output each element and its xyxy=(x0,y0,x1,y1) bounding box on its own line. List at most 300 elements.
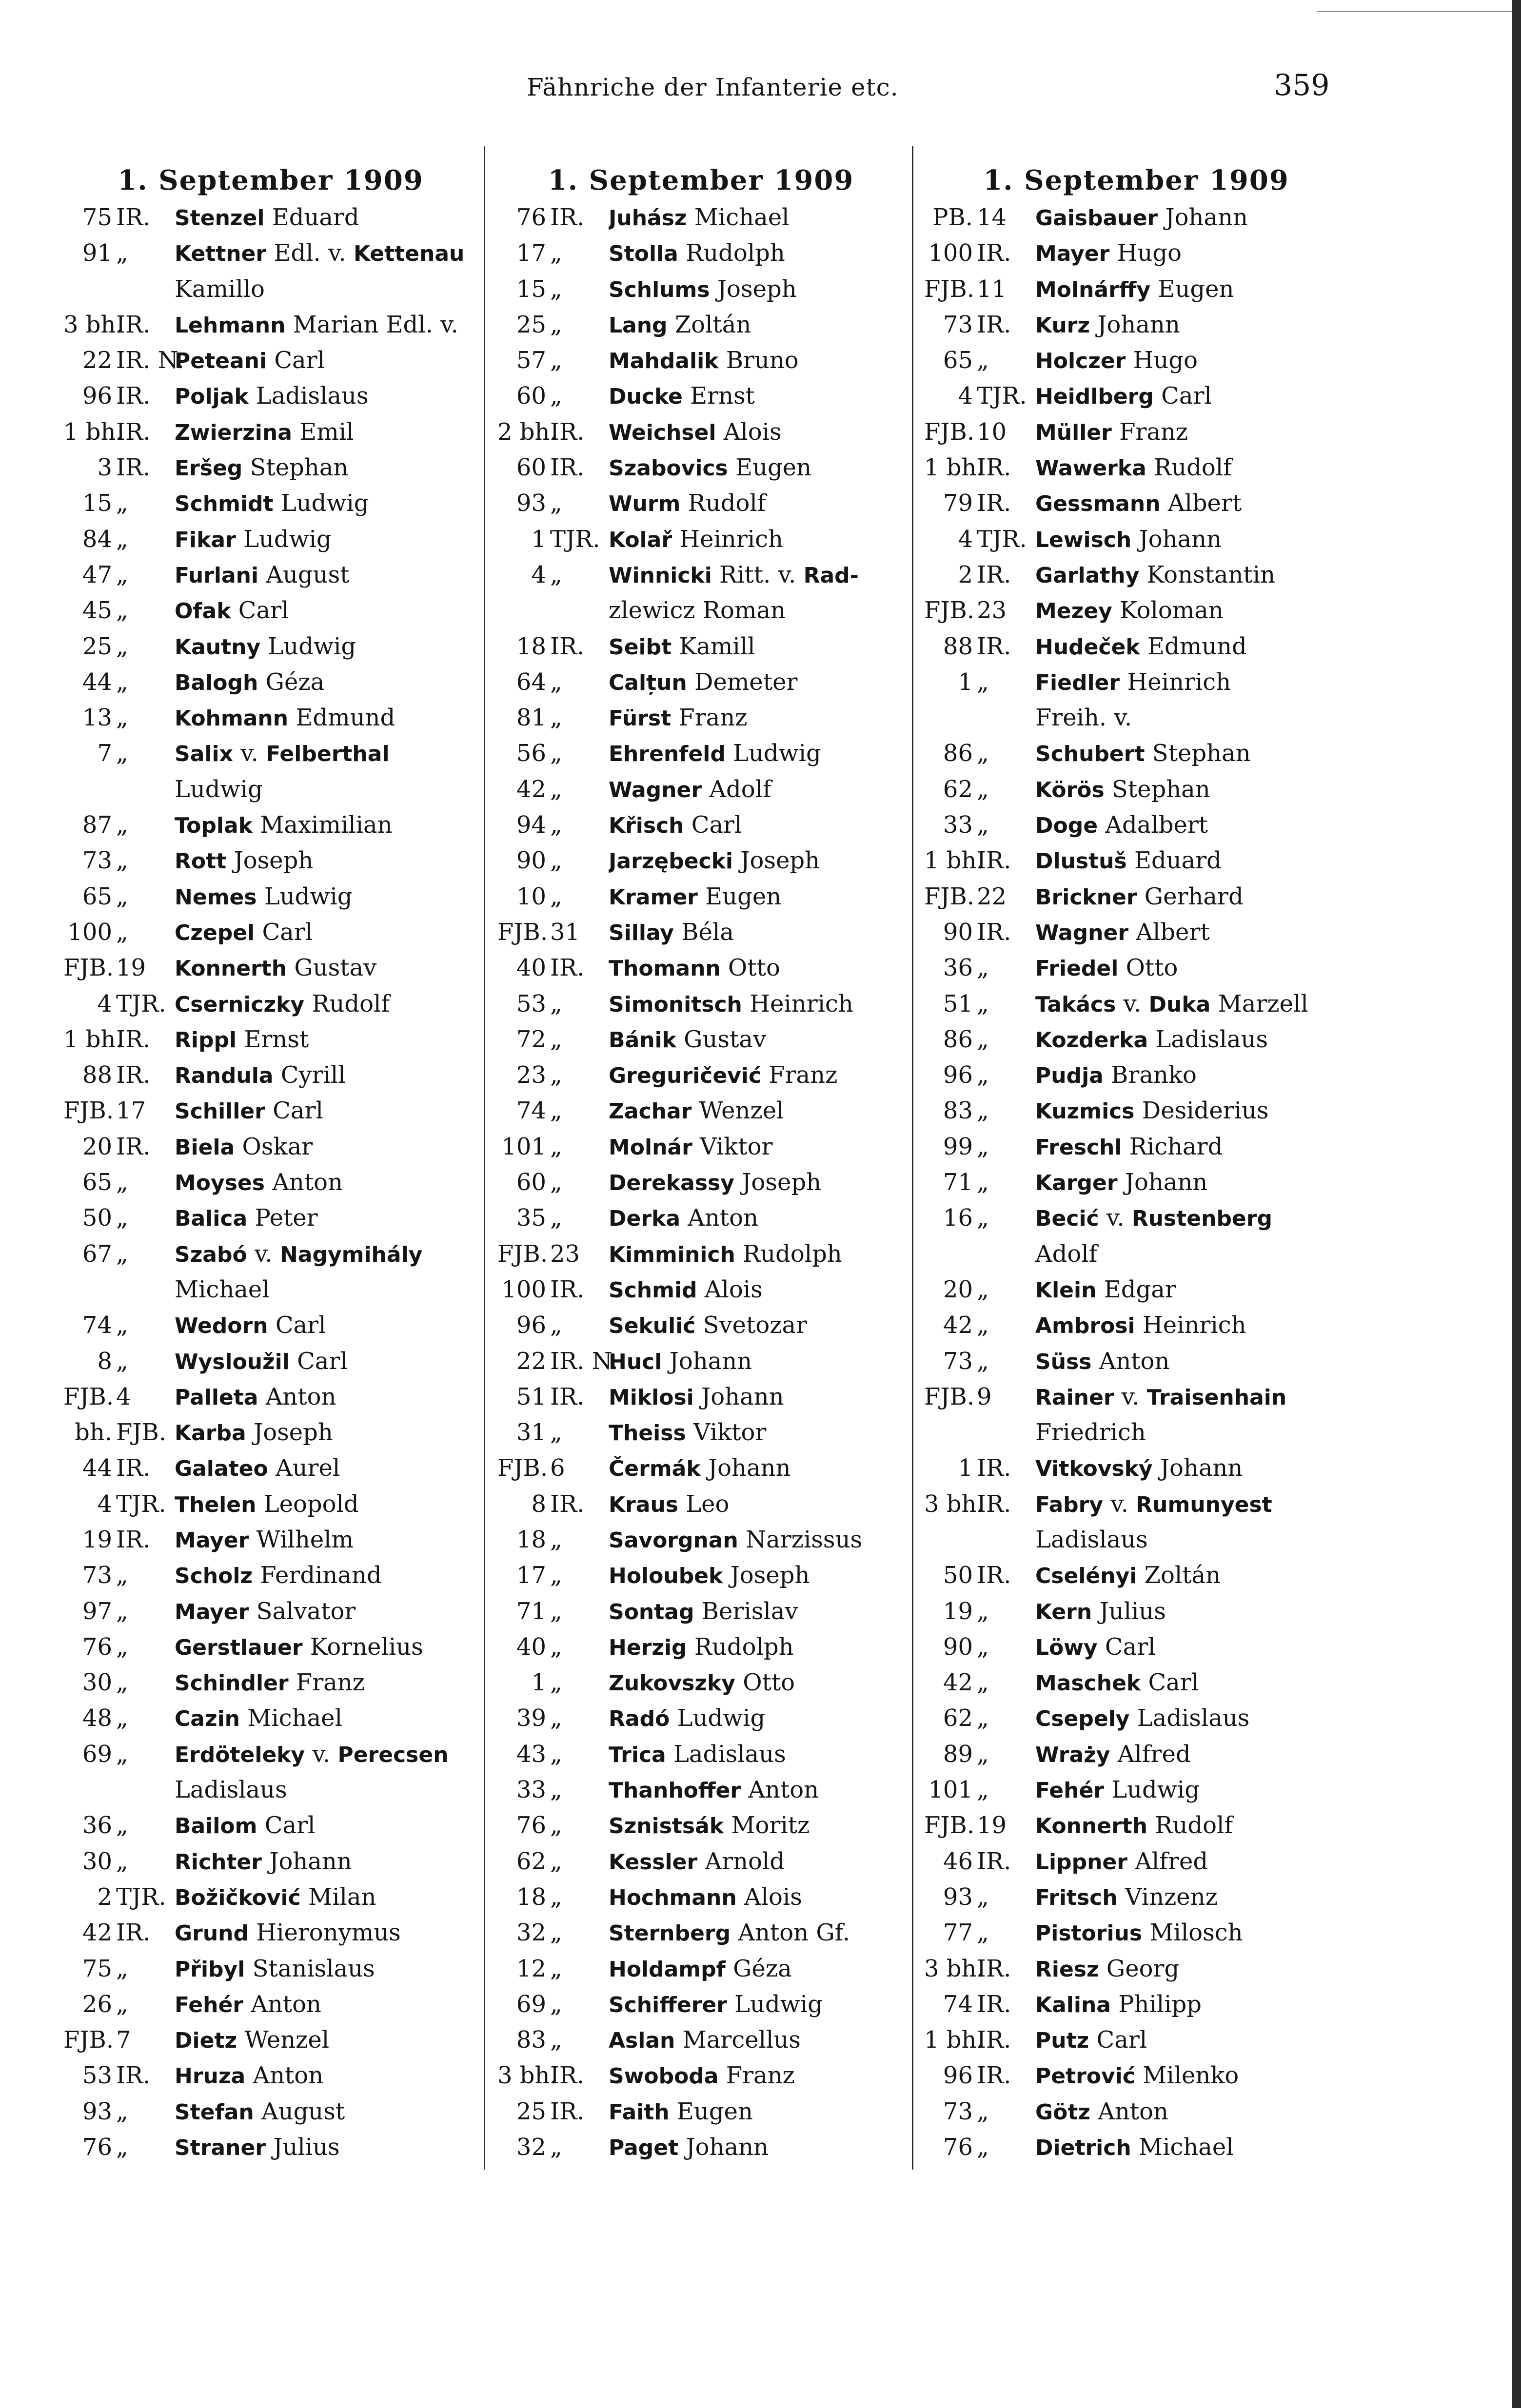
given-name: Johann xyxy=(669,1347,752,1375)
entry-name xyxy=(175,915,478,950)
entry-unit: IR. xyxy=(977,1955,1011,1982)
given-name: v. xyxy=(1123,990,1142,1018)
entry-number: 51 xyxy=(943,990,973,1018)
entry-row xyxy=(924,986,1348,1022)
entry-list xyxy=(497,200,905,2165)
entry-number: FJB. xyxy=(924,418,975,446)
surname: Kautny xyxy=(175,634,261,660)
entry-row xyxy=(63,307,478,343)
entry-number: 76 xyxy=(943,2134,973,2161)
entry-number: 30 xyxy=(82,1847,112,1875)
surname: Kohmann xyxy=(175,706,289,731)
surname: Přibyl xyxy=(175,1957,245,1982)
surname: Schifferer xyxy=(609,1992,727,2017)
given-name: Rudolf xyxy=(688,489,766,517)
entry-unit: IR. xyxy=(550,632,585,660)
entry-row xyxy=(497,1450,905,1486)
surname: Swoboda xyxy=(609,2064,719,2089)
entry-unit: IR. xyxy=(550,954,585,982)
entry-number: 1 bh. xyxy=(924,2026,984,2054)
surname: Wawerka xyxy=(1035,456,1146,481)
entry-unit: IR. N. xyxy=(116,347,184,374)
entry-unit: IR. xyxy=(550,454,585,482)
entry-number: 62 xyxy=(943,1704,973,1732)
entry-unit: 31 xyxy=(550,918,580,946)
entry-unit: 19 xyxy=(116,954,146,982)
entry-row xyxy=(497,200,905,235)
entry-name xyxy=(1035,593,1348,628)
surname: Balogh xyxy=(175,670,258,695)
entry-unit: „ xyxy=(977,1025,989,1053)
entry-number: 3 bh. xyxy=(924,1490,984,1518)
entry-row xyxy=(924,486,1348,521)
entry-unit: „ xyxy=(977,1883,989,1911)
given-name: Michael xyxy=(1138,2134,1234,2161)
entry-unit: IR. xyxy=(977,632,1011,660)
surname: Wysloužil xyxy=(175,1349,290,1374)
surname: Seibt xyxy=(609,634,672,660)
surname: Kozderka xyxy=(1035,1027,1148,1053)
entry-number: 42 xyxy=(82,1919,112,1947)
entry-unit: „ xyxy=(116,525,128,553)
entry-unit: IR. xyxy=(116,418,151,446)
surname: Jarzębecki xyxy=(609,849,733,874)
entry-name xyxy=(175,629,478,665)
given-name: Joseph xyxy=(253,1419,333,1447)
entry-row xyxy=(924,235,1348,271)
entry-number: 77 xyxy=(943,1919,973,1947)
entry-number: 76 xyxy=(516,1812,546,1840)
given-name: Moritz xyxy=(731,1812,810,1840)
entry-name xyxy=(175,665,478,700)
given-name: Carl xyxy=(264,1812,316,1840)
entry-name xyxy=(175,1808,478,1843)
entry-number: 79 xyxy=(943,489,973,517)
entry-list xyxy=(63,200,478,2165)
given-name: Demeter xyxy=(694,668,798,696)
entry-number: 8 xyxy=(97,1347,112,1375)
entry-unit: IR. xyxy=(550,2097,585,2125)
entry-number: 36 xyxy=(82,1812,112,1840)
entry-number: 90 xyxy=(943,1633,973,1661)
entry-name xyxy=(175,2058,478,2094)
entry-row xyxy=(497,950,905,986)
entry-name xyxy=(175,736,478,771)
surname: Klein xyxy=(1035,1277,1097,1303)
surname: Gessmann xyxy=(1035,491,1161,517)
entry-name xyxy=(175,1558,478,1593)
entry-number: FJB. xyxy=(924,1812,975,1840)
given-name: Svetozar xyxy=(703,1312,808,1339)
entry-unit: „ xyxy=(550,275,562,303)
entry-row xyxy=(924,1344,1348,1379)
entry-number: 96 xyxy=(516,1312,546,1339)
given-name: Joseph xyxy=(717,275,797,303)
entry-unit: IR. xyxy=(977,239,1011,267)
entry-number: 42 xyxy=(943,1669,973,1697)
entry-unit: „ xyxy=(550,1133,562,1160)
entry-number: 75 xyxy=(82,204,112,231)
entry-unit: „ xyxy=(977,990,989,1018)
entry-number: 67 xyxy=(82,1240,112,1268)
entry-name xyxy=(609,235,905,271)
entry-row xyxy=(497,1272,905,1308)
entry-number: 96 xyxy=(943,2062,973,2090)
surname: Putz xyxy=(1035,2028,1089,2054)
entry-number: 18 xyxy=(516,1883,546,1911)
entry-row xyxy=(924,1129,1348,1165)
entry-row xyxy=(63,343,478,378)
surname: Radó xyxy=(609,1706,670,1732)
entry-unit: „ xyxy=(116,882,128,910)
given-name: Rudolph xyxy=(694,1633,794,1661)
surname: Szabó xyxy=(175,1242,247,1267)
entry-number: 60 xyxy=(516,1169,546,1196)
entry-name xyxy=(175,522,478,557)
entry-unit: 10 xyxy=(977,418,1007,446)
surname: Cazin xyxy=(175,1706,240,1732)
entry-number: FJB. xyxy=(63,1097,114,1125)
given-name: Anton xyxy=(748,1776,819,1804)
given-name: Michael xyxy=(694,204,790,231)
entry-row xyxy=(63,629,478,665)
entry-unit: IR. xyxy=(977,847,1011,875)
entry-number: 57 xyxy=(516,347,546,374)
surname: Kurz xyxy=(1035,313,1090,338)
entry-name xyxy=(175,2022,478,2058)
given-name: Ritt. v. xyxy=(719,561,796,588)
given-name: Carl xyxy=(275,1312,326,1339)
entry-name xyxy=(175,986,478,1022)
surname: Holdampf xyxy=(609,1957,726,1982)
entry-row xyxy=(924,1808,1348,1843)
surname: Wedorn xyxy=(175,1313,268,1339)
given-name: Joseph xyxy=(742,1169,822,1196)
entry-number: 25 xyxy=(82,632,112,660)
surname: Pistorius xyxy=(1035,1921,1143,1946)
entry-unit: IR. xyxy=(550,418,585,446)
given-name: Carl xyxy=(273,1097,323,1125)
surname: Peteani xyxy=(175,349,267,374)
given-name: Carl xyxy=(297,1347,348,1375)
entry-row xyxy=(924,343,1348,378)
given-name: v. xyxy=(254,1240,273,1268)
surname: Holczer xyxy=(1035,349,1126,374)
entry-unit: TJR. xyxy=(116,1883,166,1911)
entry-name xyxy=(175,1308,478,1343)
entry-row xyxy=(497,1057,905,1093)
entry-number: 32 xyxy=(516,1919,546,1947)
entry-number: 39 xyxy=(516,1704,546,1732)
entry-number: 20 xyxy=(943,1275,973,1303)
surname: Cselényi xyxy=(1035,1564,1137,1589)
surname: Zwierzina xyxy=(175,420,292,445)
entry-number: 60 xyxy=(516,382,546,410)
surname: Müller xyxy=(1035,420,1112,445)
entry-unit: „ xyxy=(116,597,128,625)
column-1 xyxy=(63,161,478,2252)
entry-name xyxy=(1035,1665,1348,1701)
surname: Sekulić xyxy=(609,1313,696,1339)
entry-name xyxy=(609,272,905,307)
entry-row xyxy=(63,1200,478,1236)
entry-unit: „ xyxy=(550,1847,562,1875)
entry-row xyxy=(497,1737,905,1772)
entry-row xyxy=(63,1665,478,1701)
entry-unit: „ xyxy=(550,1776,562,1804)
entry-row xyxy=(63,986,478,1022)
given-name: Johann xyxy=(686,2134,769,2161)
surname: Heidlberg xyxy=(1035,384,1154,410)
surname: Moyses xyxy=(175,1171,265,1196)
entry-row xyxy=(497,879,905,915)
surname-second: Rustenberg xyxy=(1131,1206,1272,1232)
given-name: Wilhelm xyxy=(256,1526,354,1553)
entry-name xyxy=(1035,200,1348,235)
given-name: Zoltán xyxy=(674,311,751,338)
given-name: Alfred xyxy=(1117,1740,1191,1768)
given-name: Ludwig xyxy=(733,740,821,767)
entry-row xyxy=(924,1200,1348,1236)
surname: Sillay xyxy=(609,920,674,945)
entry-continuation: Adolf xyxy=(1035,1240,1098,1268)
entry-row xyxy=(63,1450,478,1486)
surname: Derekassy xyxy=(609,1171,734,1196)
entry-row xyxy=(497,1558,905,1593)
surname: Fehér xyxy=(175,1992,243,2017)
surname: Süss xyxy=(1035,1349,1092,1374)
surname-second: Traisenhain xyxy=(1146,1385,1287,1410)
entry-unit: TJR. xyxy=(116,990,166,1018)
entry-number: 76 xyxy=(82,2134,112,2161)
surname: Stefan xyxy=(175,2099,254,2125)
entry-unit: „ xyxy=(116,1669,128,1697)
entry-unit: IR. xyxy=(977,1990,1011,2018)
entry-name xyxy=(609,1450,905,1486)
entry-unit: „ xyxy=(116,811,128,839)
entry-name xyxy=(175,486,478,521)
entry-unit: „ xyxy=(116,918,128,946)
given-name: Eugen xyxy=(705,882,782,910)
entry-unit: „ xyxy=(977,668,989,696)
entry-name xyxy=(609,1701,905,1736)
given-name: Anton Gf. xyxy=(738,1919,850,1947)
surname: Derka xyxy=(609,1206,681,1232)
entry-unit: „ xyxy=(116,239,128,267)
entry-row xyxy=(497,1415,905,1450)
entry-unit: „ xyxy=(977,1740,989,1768)
entry-unit: „ xyxy=(977,1347,989,1375)
surname: Wagner xyxy=(1035,920,1129,945)
given-name: Konstantin xyxy=(1146,561,1275,588)
entry-number: 100 xyxy=(501,1275,546,1303)
entry-number: 93 xyxy=(82,2097,112,2125)
entry-number: 18 xyxy=(516,632,546,660)
entry-unit: „ xyxy=(977,347,989,374)
entry-unit: TJR. xyxy=(977,382,1027,410)
given-name: Branko xyxy=(1111,1061,1197,1089)
given-name: Ludwig xyxy=(734,1990,823,2018)
entry-row xyxy=(924,1165,1348,1200)
entry-number: 53 xyxy=(82,2062,112,2090)
entry-number: 47 xyxy=(82,561,112,588)
entry-name xyxy=(175,235,478,271)
entry-row xyxy=(924,378,1348,414)
entry-name xyxy=(175,807,478,843)
entry-unit: „ xyxy=(116,632,128,660)
entry-number: 13 xyxy=(82,704,112,732)
surname: Randula xyxy=(175,1063,274,1089)
given-name: Milan xyxy=(308,1883,376,1911)
entry-row xyxy=(497,486,905,521)
given-name: Alois xyxy=(744,1883,802,1911)
given-name: Philipp xyxy=(1118,1990,1202,2018)
entry-name xyxy=(175,2094,478,2130)
surname-second: Felberthal xyxy=(266,742,390,767)
entry-unit: „ xyxy=(116,2134,128,2161)
entry-unit: „ xyxy=(977,1669,989,1697)
entry-row xyxy=(63,1129,478,1165)
entry-name xyxy=(175,1129,478,1165)
entry-row xyxy=(924,1558,1348,1593)
entry-number: 46 xyxy=(943,1847,973,1875)
entry-name xyxy=(175,378,478,414)
entry-number: 96 xyxy=(82,382,112,410)
entry-name xyxy=(175,1165,478,1200)
entry-unit: „ xyxy=(550,561,562,588)
entry-unit: TJR. xyxy=(116,1490,166,1518)
entry-unit: „ xyxy=(116,1990,128,2018)
entry-unit: „ xyxy=(116,704,128,732)
entry-row xyxy=(924,1701,1348,1736)
entry-number: FJB. xyxy=(924,275,975,303)
entry-name xyxy=(175,1344,478,1379)
entry-name xyxy=(175,343,478,378)
surname: Mahdalik xyxy=(609,349,719,374)
entry-name xyxy=(175,1951,478,1987)
entry-row xyxy=(63,1737,478,1772)
given-name: Johann xyxy=(1097,311,1180,338)
entry-row xyxy=(63,522,478,557)
entry-number: 71 xyxy=(943,1169,973,1196)
entry-number: 12 xyxy=(516,1955,546,1982)
entry-name xyxy=(609,414,905,450)
given-name: Franz xyxy=(1119,418,1188,446)
entry-name xyxy=(1035,307,1348,343)
given-name: Richard xyxy=(1129,1133,1223,1160)
surname: Schubert xyxy=(1035,742,1145,767)
entry-unit: „ xyxy=(550,347,562,374)
entry-name xyxy=(1035,2022,1348,2058)
given-name: Anton xyxy=(688,1204,758,1232)
given-name: Johann xyxy=(1125,1169,1208,1196)
entry-unit: 14 xyxy=(977,204,1007,231)
surname: Riesz xyxy=(1035,1957,1099,1982)
entry-number: 40 xyxy=(516,1633,546,1661)
entry-row xyxy=(497,1236,905,1272)
entry-name xyxy=(175,1200,478,1236)
surname: Szabovics xyxy=(609,456,728,481)
given-name: v. xyxy=(1110,1490,1128,1518)
given-name: Rudolph xyxy=(743,1240,842,1268)
given-name: Ludwig xyxy=(280,489,369,517)
entry-row xyxy=(63,807,478,843)
surname: Erdöteleky xyxy=(175,1742,305,1767)
entry-unit: „ xyxy=(977,1061,989,1089)
entry-unit: „ xyxy=(550,1919,562,1947)
entry-name xyxy=(609,1879,905,1915)
entry-number: 1 bh. xyxy=(63,418,123,446)
entry-unit: „ xyxy=(550,740,562,767)
entry-number: 1 bh. xyxy=(924,847,984,875)
surname: Straner xyxy=(175,2135,266,2161)
surname-second: Nagymihály xyxy=(279,1242,423,1267)
entry-number: 64 xyxy=(516,668,546,696)
entry-number: 33 xyxy=(516,1776,546,1804)
surname: Paget xyxy=(609,2135,679,2161)
entry-name xyxy=(175,1236,478,1272)
entry-name xyxy=(609,378,905,414)
surname: Galateo xyxy=(175,1456,268,1482)
given-name: Franz xyxy=(726,2062,795,2090)
entry-unit: „ xyxy=(116,1633,128,1661)
entry-number: FJB. xyxy=(63,954,114,982)
entry-name xyxy=(1035,378,1348,414)
entry-unit: 22 xyxy=(977,882,1007,910)
entry-row xyxy=(497,378,905,414)
given-name: v. xyxy=(1106,1204,1125,1232)
entry-number: 72 xyxy=(516,1025,546,1053)
surname: Wagner xyxy=(609,777,702,803)
entry-unit: „ xyxy=(116,1347,128,1375)
entry-name xyxy=(609,486,905,521)
entry-name xyxy=(609,307,905,343)
entry-continuation: Kamillo xyxy=(175,275,265,303)
given-name: Eugen xyxy=(735,454,812,482)
entry-number: 90 xyxy=(943,918,973,946)
entry-row xyxy=(497,1129,905,1165)
entry-row xyxy=(924,1308,1348,1343)
given-name: Kamill xyxy=(679,632,755,660)
entry-unit: IR. xyxy=(977,2026,1011,2054)
entry-name xyxy=(1035,2130,1348,2165)
surname: Hochmann xyxy=(609,1885,737,1910)
surname: Ehrenfeld xyxy=(609,742,726,767)
entry-name xyxy=(609,1272,905,1308)
entry-row xyxy=(924,200,1348,235)
entry-name xyxy=(175,1844,478,1879)
entry-row xyxy=(63,843,478,879)
surname: Fikar xyxy=(175,527,236,552)
entry-number: 4 xyxy=(958,525,973,553)
entry-row xyxy=(63,736,478,771)
given-name: Julius xyxy=(273,2134,340,2161)
entry-unit: IR. xyxy=(116,1061,151,1089)
entry-row xyxy=(497,1629,905,1665)
entry-name xyxy=(609,1057,905,1093)
given-name: Heinrich xyxy=(1142,1312,1246,1339)
entry-unit: IR. xyxy=(550,1275,585,1303)
entry-row xyxy=(497,1772,905,1808)
entry-number: 17 xyxy=(516,239,546,267)
entry-unit: IR. xyxy=(977,561,1011,588)
entry-name xyxy=(1035,986,1348,1022)
entry-row xyxy=(63,2058,478,2094)
entry-unit: „ xyxy=(116,1204,128,1232)
entry-unit: IR. xyxy=(977,918,1011,946)
entry-number: 83 xyxy=(516,2026,546,2054)
entry-row xyxy=(63,1057,478,1093)
